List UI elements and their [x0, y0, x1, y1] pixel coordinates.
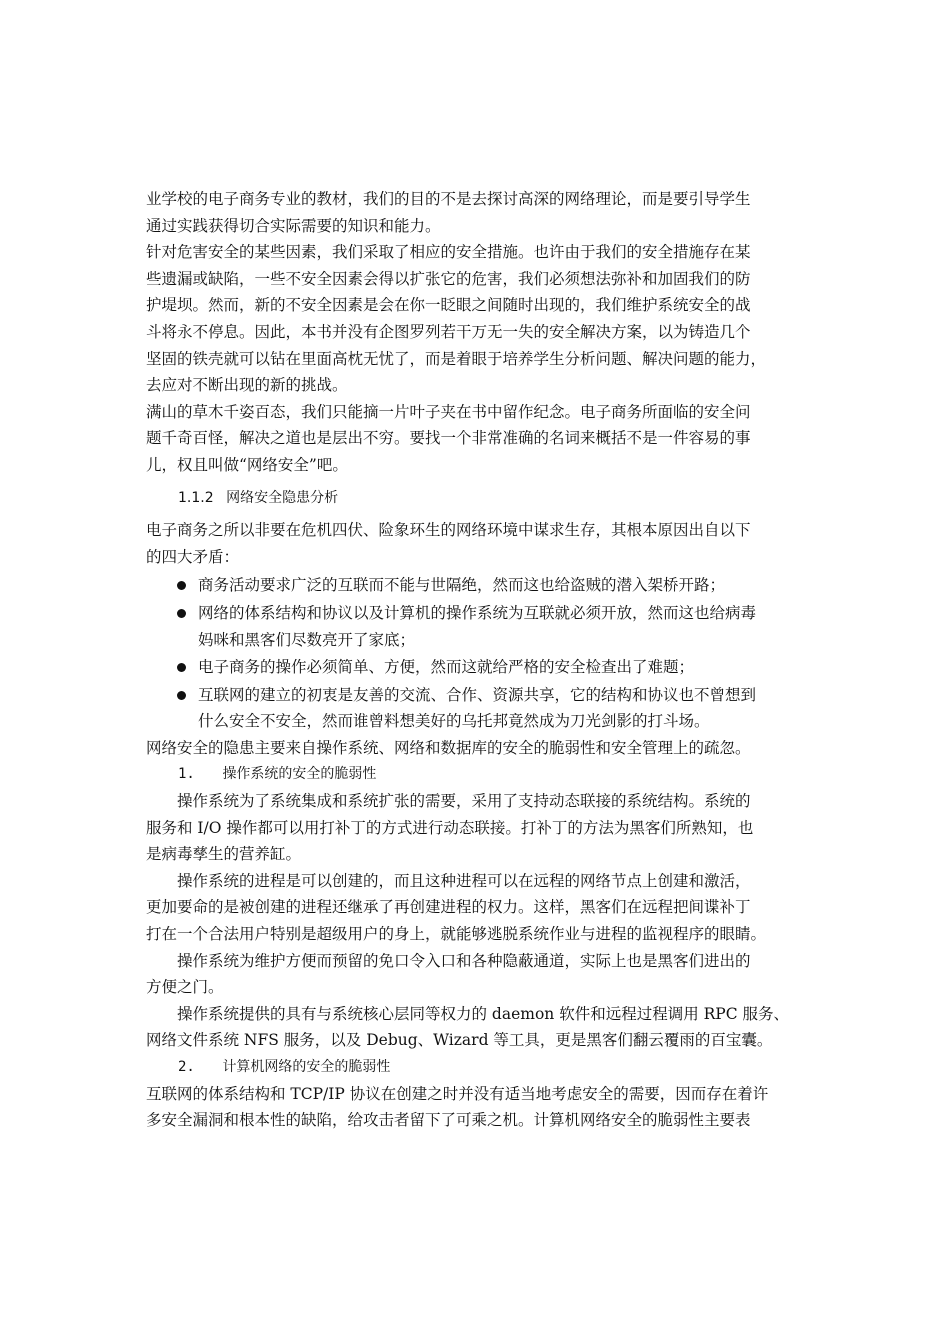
subsection-title: 计算机网络的安全的脆弱性 — [222, 1059, 391, 1075]
bullet-icon — [177, 691, 186, 700]
text-line: 方便之门。 — [146, 978, 224, 997]
text-line: 商务活动要求广泛的互联而不能与世隔绝，然而这也给盗贼的潜入架桥开路； — [198, 576, 726, 595]
text-line: 多安全漏洞和根本性的缺陷，给攻击者留下了可乘之机。计算机网络安全的脆弱性主要表 — [146, 1111, 751, 1130]
bullet-icon — [177, 581, 186, 590]
text-line: 题千奇百怪，解决之道也是层出不穷。要找一个非常准确的名词来概括不是一件容易的事 — [146, 429, 751, 448]
paragraph-os-dynamic-link — [146, 788, 814, 868]
paragraph-network-vulnerability — [146, 1081, 814, 1134]
text-line: 网络文件系统 NFS 服务，以及 Debug、Wizard 等工具，更是黑客们翻云覆雨的百宝囊。 — [146, 1031, 773, 1050]
text-line: 网络的体系结构和协议以及计算机的操作系统为互联就必须开放，然而这也给病毒 — [198, 603, 757, 622]
text-line: 斗将永不停息。因此，本书并没有企图罗列若干万无一失的安全解决方案，以为铸造几个 — [146, 322, 751, 341]
list-item — [146, 654, 814, 681]
text-line: 打在一个合法用户特别是超级用户的身上，就能够逃脱系统作业与进程的监视程序的眼睛。 — [146, 925, 767, 944]
text-line: 坚固的铁壳就可以钻在里面高枕无忧了，而是着眼于培养学生分析问题、解决问题的能力， — [146, 349, 767, 368]
bullet-icon — [177, 663, 186, 672]
subsection-heading — [146, 761, 814, 788]
section-title: 网络安全隐患分析 — [226, 489, 339, 506]
text-line: 儿，权且叫做“网络安全”吧。 — [146, 455, 348, 474]
section-heading — [146, 485, 814, 512]
contradictions-list — [146, 572, 814, 735]
section-number: 1.1.2 — [178, 489, 214, 506]
paragraph-intro — [146, 517, 814, 570]
paragraph-summary: 网络安全的隐患主要来自操作系统、网络和数据库的安全的脆弱性和安全管理上的疏忽。 — [146, 738, 751, 757]
paragraph-textbook-purpose — [146, 186, 814, 239]
list-item — [146, 572, 814, 599]
paragraph-os-backdoor — [146, 948, 814, 1001]
text-line: 的四大矛盾： — [146, 547, 240, 566]
text-line: 电子商务的操作必须简单、方便，然而这就给严格的安全检查出了难题； — [198, 658, 695, 677]
text-line: 操作系统为维护方便而预留的免口令入口和各种隐蔽通道，实际上也是黑客们进出的 — [177, 951, 751, 970]
text-line: 去应对不断出现的新的挑战。 — [146, 376, 348, 395]
text-line: 电子商务之所以非要在危机四伏、险象环生的网络环境中谋求生存，其根本原因出自以下 — [146, 521, 751, 540]
text-line: 什么安全不安全，然而谁曾料想美好的乌托邦竟然成为刀光剑影的打斗场。 — [198, 712, 710, 731]
subsection-number: 1. — [178, 766, 195, 783]
text-line: 操作系统为了系统集成和系统扩张的需要，采用了支持动态联接的系统结构。系统的 — [177, 792, 751, 811]
paragraph-network-security-term — [146, 399, 814, 479]
paragraph-security-measures — [146, 239, 814, 399]
text-line: 更加要命的是被创建的进程还继承了再创建进程的权力。这样，黑客们在远程把间谍补丁 — [146, 898, 751, 917]
subsection-number: 2. — [178, 1059, 195, 1075]
text-line: 通过实践获得切合实际需要的知识和能力。 — [146, 216, 441, 235]
paragraph-os-process — [146, 868, 814, 948]
bullet-icon — [177, 609, 186, 618]
text-line: 是病毒孳生的营养缸。 — [146, 845, 302, 864]
text-line: 满山的草木千姿百态，我们只能摘一片叶子夹在书中留作纪念。电子商务所面临的安全问 — [146, 402, 751, 421]
paragraph-os-daemon — [146, 1001, 814, 1054]
text-line: 互联网的体系结构和 TCP/IP 协议在创建之时并没有适当地考虑安全的需要，因而存在着许 — [146, 1084, 769, 1103]
list-item — [146, 600, 814, 653]
text-line: 服务和 I/O 操作都可以用打补丁的方式进行动态联接。打补丁的方法为黑客们所熟知，也 — [146, 818, 754, 837]
subsection-heading — [146, 1054, 814, 1081]
text-line: 些遗漏或缺陷，一些不安全因素会得以扩张它的危害，我们必须想法弥补和加固我们的防 — [146, 269, 751, 288]
document-page — [146, 186, 814, 1134]
text-line: 操作系统提供的具有与系统核心层同等权力的 daemon 软件和远程过程调用 RPC 服务、 — [177, 1004, 790, 1023]
text-line: 操作系统的进程是可以创建的，而且这种进程可以在远程的网络节点上创建和激活， — [177, 871, 751, 890]
text-line: 针对危害安全的某些因素，我们采取了相应的安全措施。也许由于我们的安全措施存在某 — [146, 243, 751, 262]
text-line: 互联网的建立的初衷是友善的交流、合作、资源共享，它的结构和协议也不曾想到 — [198, 685, 757, 704]
subsection-title: 操作系统的安全的脆弱性 — [222, 766, 377, 783]
text-line: 妈咪和黑客们尽数亮开了家底； — [198, 630, 416, 649]
text-line: 护堤坝。然而，新的不安全因素是会在你一眨眼之间随时出现的，我们维护系统安全的战 — [146, 296, 751, 315]
list-item — [146, 682, 814, 735]
text-line: 业学校的电子商务专业的教材，我们的目的不是去探讨高深的网络理论，而是要引导学生 — [146, 190, 751, 208]
